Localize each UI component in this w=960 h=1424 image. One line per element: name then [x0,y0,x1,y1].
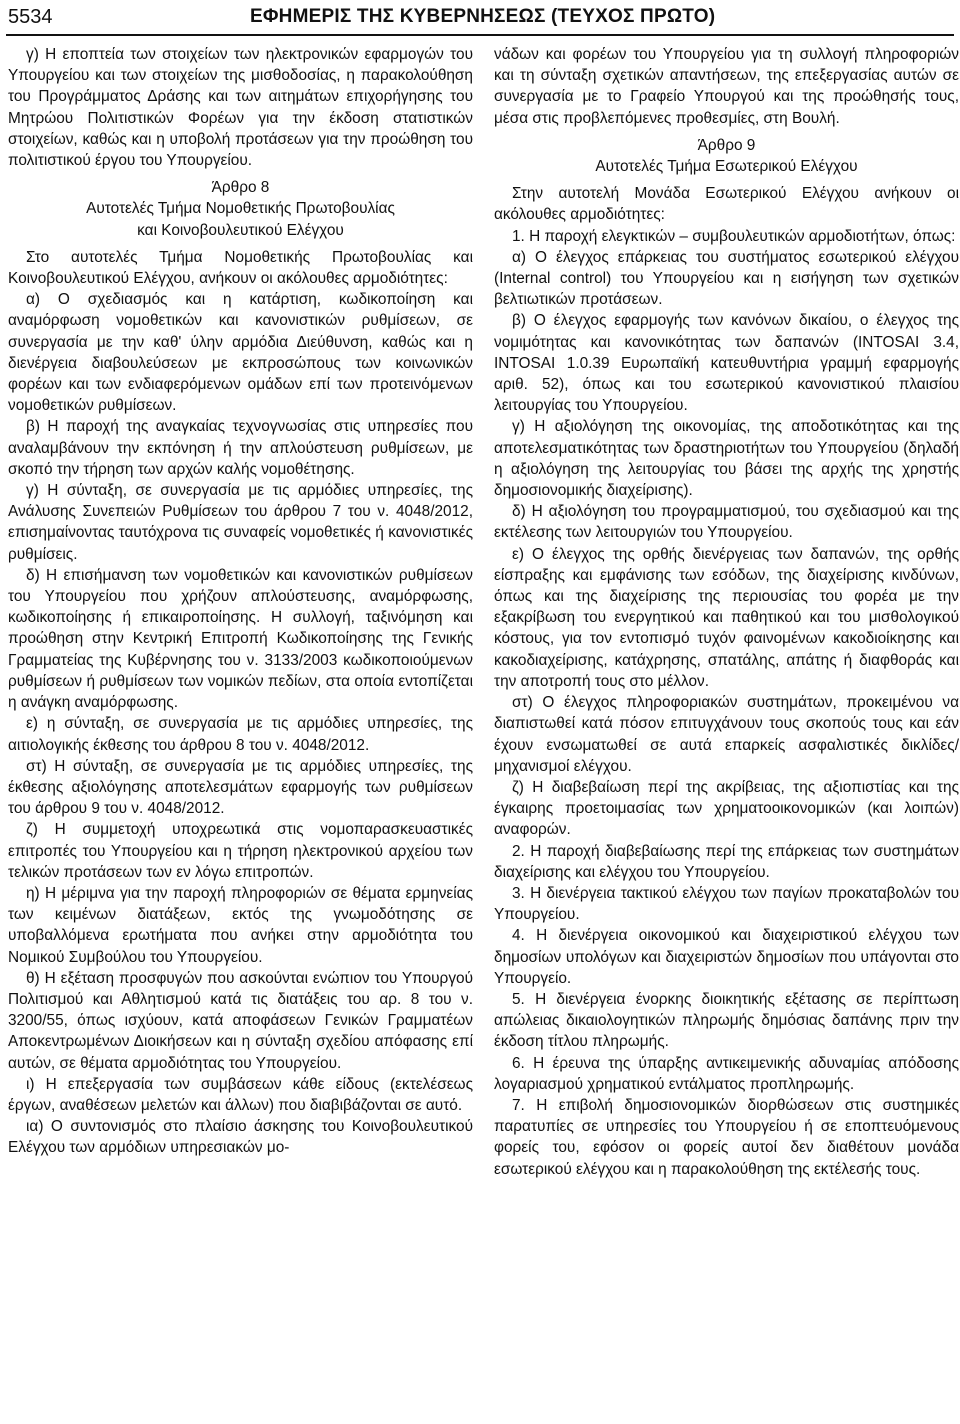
paragraph: νάδων και φορέων του Υπουργείου για τη συλλογή πληροφοριών και τη σύνταξη σχετικών απαντήσεων, της επεξεργασίας αυτών σε συνεργασία με το Γραφείο Υπουργού και της προώθησής τους, μέσα στις προβλεπόμενες προθεσμίες, στη Βουλή. [494,46,959,127]
paragraph: β) Η παροχή της αναγκαίας τεχνογνωσίας στις υπηρεσίες που αναλαμβάνουν την εκπόνηση ή την απλούστευση ρυθμίσεων, με σκοπό την τήρηση των αρχών καλής νομοθέτησης. [8,418,473,478]
paragraph: Στην αυτοτελή Μονάδα Εσωτερικού Ελέγχου ανήκουν οι ακόλουθες αρμοδιότητες: [494,185,959,224]
page-header [0,0,960,34]
paragraph: α) Ο έλεγχος επάρκειας του συστήματος εσωτερικού ελέγχου (Internal control) του Υπουργείου και η εισήγηση των σχετικών βελτιωτικών προτάσεων. [494,248,959,309]
paragraph: 6. Η έρευνα της ύπαρξης αντικειμενικής αδυναμίας απόδοσης λογαριασμού χρηματικού εντάλματος προπληρωμής. [494,1054,959,1093]
paragraph: 2. Η παροχή διαβεβαίωσης περί της επάρκειας των συστημάτων διαχείρισης και ελέγχου του Υπουργείου. [494,842,959,881]
paragraph: ζ) Η συμμετοχή υποχρεωτικά στις νομοπαρασκευαστικές επιτροπές του Υπουργείου και η τήρηση ηλεκτρονικού αρχείου των τελικών προτάσεων των εν λόγω επιτροπών. [8,821,473,881]
paragraph: θ) Η εξέταση προσφυγών που ασκούνται ενώπιον του Υπουργού Πολιτισμού και Αθλητισμού κατά τις διατάξεις του αρ. 8 του ν. 3200/55, όπως ισχύουν, κατά αποφάσεων Γενικών Γραμματέων Αποκεντρωμένων Διοικήσεων και η σύνταξη σχεδίου απόφασης επί αυτών, σε θέματα αρμοδιότητας του Υπουργείου. [8,969,473,1072]
header-rule [6,34,954,36]
article-8-title: Άρθρο 8 [211,179,270,197]
gazette-title: ΕΦΗΜΕΡΙΣ ΤΗΣ ΚΥΒΕΡΝΗΣΕΩΣ (ΤΕΥΧΟΣ ΠΡΩΤΟ) [250,6,716,27]
paragraph: 7. Η επιβολή δημοσιονομικών διορθώσεων στις συστημικές παρατυπίες σε υπηρεσίες του Υπουργείου ή σε εποπτευόμενους φορείς του, εφόσον οι φορείς αυτοί δεν διαθέτουν μονάδα εσωτερικού ελέγχου και η παρακολούθηση της εκτέλεσής τους. [494,1096,959,1178]
paragraph: 3. Η διενέργεια τακτικού ελέγχου των παγίων προκαταβολών του Υπουργείου. [494,884,959,924]
paragraph: στ) Ο έλεγχος πληροφοριακών συστημάτων, προκειμένου να διαπιστωθεί κατά πόσον επιτυγχάνουν τους σκοπούς τους και εάν έχουν ενσωματωθεί σε αυτά επαρκείς ασφαλιστικές δικλίδες/ μηχανισμοί ελέγχου. [494,694,959,775]
paragraph: 4. Η διενέργεια οικονομικού και διαχειριστικού ελέγχου των δημοσίων υπολόγων και διαχειριστών δημοσίων που υπάγονται στο Υπουργείο. [494,927,959,987]
paragraph: δ) Η αξιολόγηση του προγραμματισμού, του σχεδιασμού και της εκτέλεσης των λειτουργιών του Υπουργείου. [494,503,959,542]
page-number: 5534 [8,6,53,28]
paragraph: ζ) Η διαβεβαίωση περί της ακρίβειας, της αξιοπιστίας και της έγκαιρης προετοιμασίας των χρηματοοικονομικών (και λοιπών) αναφορών. [494,778,959,839]
article-9-title: Άρθρο 9 [697,136,756,154]
paragraph: ι) Η επεξεργασία των συμβάσεων κάθε είδους (εκτελέσεως έργων, αναθέσεων μελετών και άλλων) που διαβιβάζονται σε αυτό. [8,1075,473,1114]
article-8-subtitle-line2: και Κοινοβουλευτικού Ελέγχου [137,221,344,239]
left-column [8,44,473,1159]
paragraph: ε) η σύνταξη, σε συνεργασία με τις αρμόδιες υπηρεσίες, της αιτιολογικής έκθεσης του άρθρου 8 του ν. 4048/2012. [8,715,473,754]
paragraph: η) Η μέριμνα για την παροχή πληροφοριών σε θέματα ερμηνείας των κειμένων διατάξεων, εκτός της γνωμοδότησης σε υποβαλλόμενα ερωτήματα που ανήκει στην αρμοδιότητα του Νομικού Συμβούλου του Υπουργείου. [8,884,473,966]
paragraph: α) Ο σχεδιασμός και η κατάρτιση, κωδικοποίηση και αναμόρφωση νομοθετικών και κανονιστικών ρυθμίσεων, σε συνεργασία με την καθ' ύλην αρμόδια Διεύθυνση, καθώς και η διενέργεια διαβουλεύσεων με εκπροσώπους των κοινωνικών φορέων και των ενδιαφερόμενων ομάδων επί των προτεινόμενων νομοθετικών ρυθμίσεων. [8,291,473,415]
paragraph: β) Ο έλεγχος εφαρμογής των κανόνων δικαίου, ο έλεγχος της νομιμότητας και κανονικότητας των δαπανών (INTOSAI 3.4, INTOSAI 1.0.39 Ευρωπαϊκή κατευθυντήρια γραμμή εφαρμογής αριθ. 52), όπως και του εσωτερικού κανονιστικού πλαισίου λειτουργίας του Υπουργείου. [494,312,959,415]
paragraph: 1. Η παροχή ελεγκτικών – συμβουλευτικών αρμοδιοτήτων, όπως: [512,227,956,245]
paragraph: δ) Η επισήμανση των νομοθετικών και κανονιστικών ρυθμίσεων του Υπουργείου που χρήζουν απλούστευσης, αναμόρφωσης, κωδικοποίησης ή επικαιροποίησης. Η συλλογή, ταξινόμηση και προώθηση στην Κεντρική Επιτροπή Κωδικοποίησης της Γενικής Γραμματείας της Κυβέρνησης του ν. 3133/2003 κωδικοποιούμενων ρυθμίσεων ή ρυθμίσεων των νομικών πεδίων, στα οποία εντοπίζεται η ανάγκη αναμόρφωσης. [8,566,473,712]
paragraph: Στο αυτοτελές Τμήμα Νομοθετικής Πρωτοβουλίας και Κοινοβουλευτικού Ελέγχου, ανήκουν οι ακόλουθες αρμοδιότητες: [8,248,473,288]
right-column [494,44,959,1180]
paragraph: γ) Η σύνταξη, σε συνεργασία με τις αρμόδιες υπηρεσίες, της Ανάλυσης Συνεπειών Ρυθμίσεων του άρθρου 7 του ν. 4048/2012, επισημαίνοντας ταυτόχρονα τις συναφείς νομοθετικές ή κανονιστικές ρυθμίσεις. [8,482,473,563]
paragraph: γ) Η αξιολόγηση της οικονομίας, της αποδοτικότητας και της αποτελεσματικότητας των δραστηριοτήτων του Υπουργείου (δηλαδή η αξιολόγηση της λειτουργίας του βάσει της αρχής της χρηστής δημοσιονομικής διαχείρισης). [494,418,959,500]
paragraph: ια) Ο συντονισμός στο πλαίσιο άσκησης του Κοινοβουλευτικού Ελέγχου των αρμόδιων υπηρεσιακών μο- [8,1118,473,1157]
paragraph: στ) Η σύνταξη, σε συνεργασία με τις αρμόδιες υπηρεσίες, της έκθεσης αξιολόγησης αποτελεσμάτων εφαρμογής των ρυθμίσεων του άρθρου 9 του ν. 4048/2012. [8,757,473,818]
article-9-subtitle: Αυτοτελές Τμήμα Εσωτερικού Ελέγχου [595,158,858,176]
paragraph: γ) Η εποπτεία των στοιχείων των ηλεκτρονικών εφαρμογών του Υπουργείου και των στοιχείων της μισθοδοσίας, η παρακολούθηση του Προγράμματος Δράσης και των αιτημάτων επιχορήγησης του Μητρώου Πολιτιστικών Φορέων για την έκδοση στατιστικών στοιχείων, καθώς και η υποβολή προτάσεων για την προώθηση του πολιτιστικού έργου του Υπουργείου. [8,46,473,170]
article-8-subtitle-line1: Αυτοτελές Τμήμα Νομοθετικής Πρωτοβουλίας [86,200,395,218]
paragraph: 5. Η διενέργεια ένορκης διοικητικής εξέτασης σε περίπτωση απώλειας δικαιολογητικών πληρωμής δημόσιας δαπάνης πριν την έκδοση τίτλου πληρωμής. [494,990,959,1051]
paragraph: ε) Ο έλεγχος της ορθής διενέργειας των δαπανών, της ορθής είσπραξης και εμφάνισης των εσόδων, της διαχείρισης κινδύνων, όπως και της διαχείρισης της περιουσίας του φορέα με την εξακρίβωση του ενεργητικού και παθητικού και του μισθολογικού κόστους, για τον εντοπισμό τυχόν φαινομένων κακοδιοίκησης και κακοδιαχείρισης, κατάχρησης, σπατάλης, απάτης ή διαφθοράς και την αποτροπή τους στο μέλλον. [494,545,959,690]
